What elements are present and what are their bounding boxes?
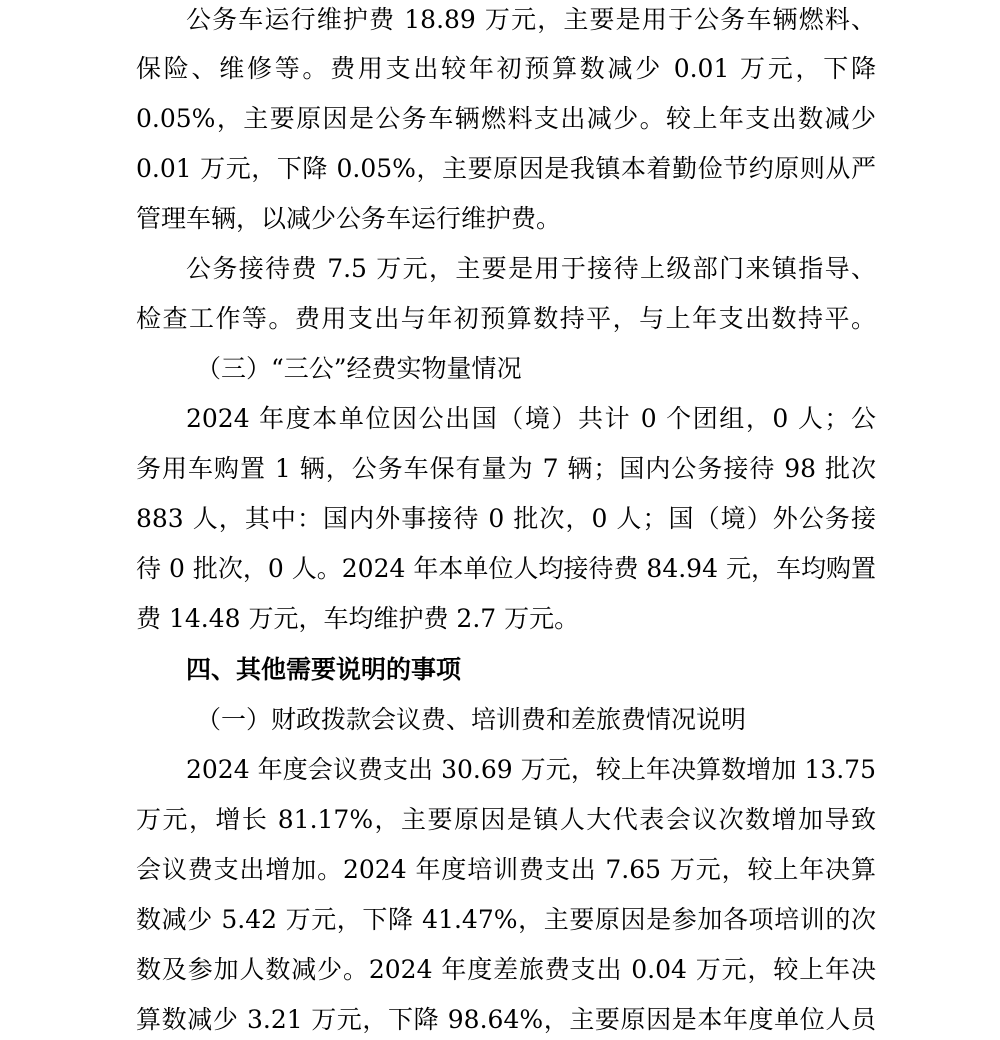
paragraph-line: 万元，增长 81.17%，主要原因是镇人大代表会议次数增加导致: [136, 805, 876, 834]
paragraph-line: 2024 年度本单位因公出国（境）共计 0 个团组，0 人；公: [186, 404, 876, 433]
paragraph-line: 883 人，其中：国内外事接待 0 批次，0 人；国（境）外公务接: [136, 504, 876, 533]
paragraph-line: 会议费支出增加。2024 年度培训费支出 7.65 万元，较上年决算: [136, 855, 876, 884]
paragraph-line: 2024 年度会议费支出 30.69 万元，较上年决算数增加 13.75: [186, 755, 876, 784]
paragraph-line: 公务车运行维护费 18.89 万元，主要是用于公务车辆燃料、: [186, 5, 876, 34]
document-page: [136, 0, 876, 1040]
paragraph-line: 待 0 批次，0 人。2024 年本单位人均接待费 84.94 元，车均购置: [136, 554, 876, 583]
paragraph-line: 0.05%，主要原因是公务车辆燃料支出减少。较上年支出数减少: [136, 104, 876, 133]
section-subheading: （三）“三公”经费实物量情况: [196, 354, 522, 383]
paragraph-line: 算数减少 3.21 万元，下降 98.64%，主要原因是本年度单位人员: [136, 1005, 876, 1034]
paragraph-line: 0.01 万元，下降 0.05%，主要原因是我镇本着勤俭节约原则从严: [136, 154, 876, 183]
paragraph-line: 公务接待费 7.5 万元，主要是用于接待上级部门来镇指导、: [186, 254, 876, 283]
paragraph-line: 数及参加人数减少。2024 年度差旅费支出 0.04 万元，较上年决: [136, 955, 876, 984]
section-subheading: （一）财政拨款会议费、培训费和差旅费情况说明: [196, 705, 747, 734]
paragraph-line: 数减少 5.42 万元，下降 41.47%，主要原因是参加各项培训的次: [136, 905, 876, 934]
paragraph-line: 保险、维修等。费用支出较年初预算数减少 0.01 万元，下降: [136, 54, 876, 83]
paragraph-line: 费 14.48 万元，车均维护费 2.7 万元。: [136, 604, 580, 633]
paragraph-line: 务用车购置 1 辆，公务车保有量为 7 辆；国内公务接待 98 批次: [136, 454, 876, 483]
paragraph-line: 检查工作等。费用支出与年初预算数持平，与上年支出数持平。: [136, 304, 876, 333]
section-heading: 四、其他需要说明的事项: [186, 655, 462, 684]
paragraph-line: 管理车辆，以减少公务车运行维护费。: [136, 204, 562, 233]
